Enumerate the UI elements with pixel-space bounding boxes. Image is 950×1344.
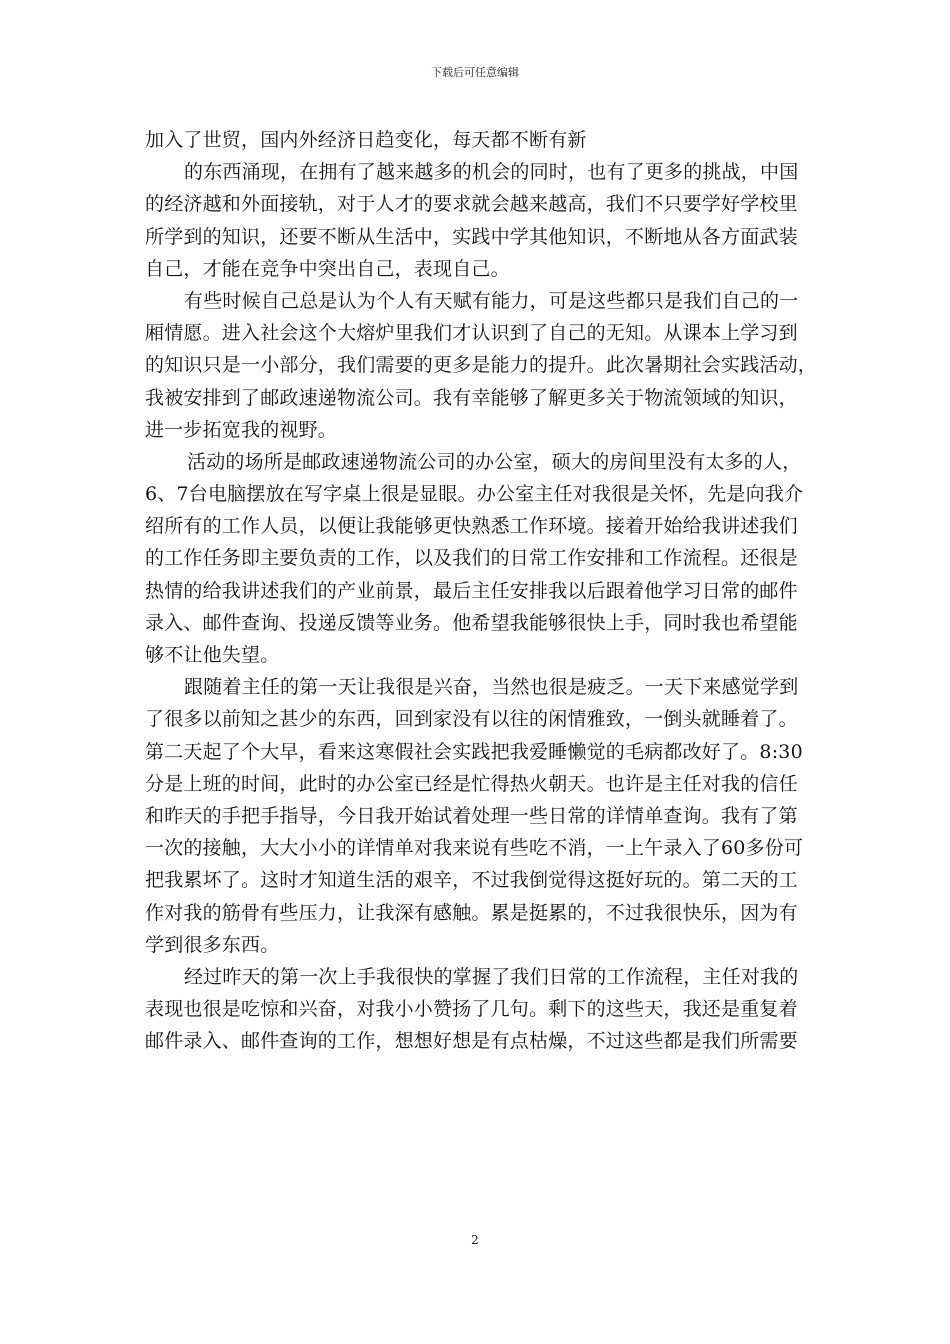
- text-line: 录入、邮件查询、投递反馈等业务。他希望我能够很快上手，同时我也希望能: [145, 611, 798, 634]
- text-line: 我被安排到了邮政速递物流公司。我有幸能够了解更多关于物流领域的知识，: [145, 386, 798, 409]
- text-line: 把我累坏了。这时才知道生活的艰辛，不过我倒觉得这挺好玩的。第二天的工: [145, 869, 798, 892]
- text-line: 够不让他失望。: [145, 644, 280, 666]
- text-line: 经过昨天的第一次上手我很快的掌握了我们日常的工作流程，主任对我的: [184, 965, 799, 988]
- text-line: 第二天起了个大早，看来这寒假社会实践把我爱睡懒觉的毛病都改好了。8:30: [145, 740, 803, 763]
- text-line: 的知识只是一小部分，我们需要的更多是能力的提升。此次暑期社会实践活动，: [145, 354, 818, 377]
- text-line: 进一步拓宽我的视野。: [145, 418, 338, 441]
- text-line: 作对我的筋骨有些压力，让我深有感触。累是挺累的，不过我很快乐，因为有: [145, 901, 798, 924]
- text-line: 自己，才能在竞争中突出自己，表现自己。: [145, 257, 510, 280]
- text-line: 的工作任务即主要负责的工作，以及我们的日常工作安排和工作流程。还很是: [145, 547, 798, 570]
- text-line: 邮件录入、邮件查询的工作，想想好想是有点枯燥，不过这些都是我们所需要: [145, 1030, 798, 1053]
- document-body: [145, 124, 818, 1057]
- text-line: 分是上班的时间，此时的办公室已经是忙得热火朝天。也许是主任对我的信任: [145, 772, 798, 795]
- text-line: 的经济越和外面接轨，对于人才的要求就会越来越高，我们不只要学好学校里: [145, 193, 798, 216]
- text-line: 热情的给我讲述我们的产业前景，最后主任安排我以后跟着他学习日常的邮件: [145, 579, 798, 602]
- page-number: 2: [471, 1233, 479, 1247]
- text-line: 表现也很是吃惊和兴奋，对我小小赞扬了几句。剩下的这些天，我还是重复着: [145, 998, 798, 1021]
- text-line: 的东西涌现，在拥有了越来越多的机会的同时，也有了更多的挑战，中国: [184, 161, 799, 184]
- text-line: 加入了世贸，国内外经济日趋变化，每天都不断有新: [145, 129, 587, 151]
- text-line: 6、7台电脑摆放在写字桌上很是显眼。办公室主任对我很是关怀，先是向我介: [145, 483, 804, 506]
- text-line: 学到很多东西。: [145, 933, 280, 956]
- text-line: 了很多以前知之甚少的东西，回到家没有以往的闲情雅致，一倒头就睡着了。: [145, 708, 798, 731]
- text-line: 跟随着主任的第一天让我很是兴奋，当然也很是疲乏。一天下来感觉学到: [184, 676, 799, 699]
- text-line: 一次的接触，大大小小的详情单对我来说有些吃不消，一上午录入了60多份可: [145, 837, 804, 860]
- text-line: 所学到的知识，还要不断从生活中，实践中学其他知识，不断地从各方面武装: [145, 225, 798, 248]
- text-line: 活动的场所是邮政速递物流公司的办公室，硕大的房间里没有太多的人，: [187, 450, 802, 473]
- page-header: 下载后可任意编辑: [431, 66, 519, 79]
- text-line: 和昨天的手把手指导，今日我开始试着处理一些日常的详情单查询。我有了第: [145, 804, 798, 827]
- text-line: 有些时候自己总是认为个人有天赋有能力，可是这些都只是我们自己的一: [184, 289, 799, 312]
- text-line: 绍所有的工作人员，以便让我能够更快熟悉工作环境。接着开始给我讲述我们: [145, 515, 798, 538]
- text-line: 厢情愿。进入社会这个大熔炉里我们才认识到了自己的无知。从课本上学习到: [145, 322, 798, 345]
